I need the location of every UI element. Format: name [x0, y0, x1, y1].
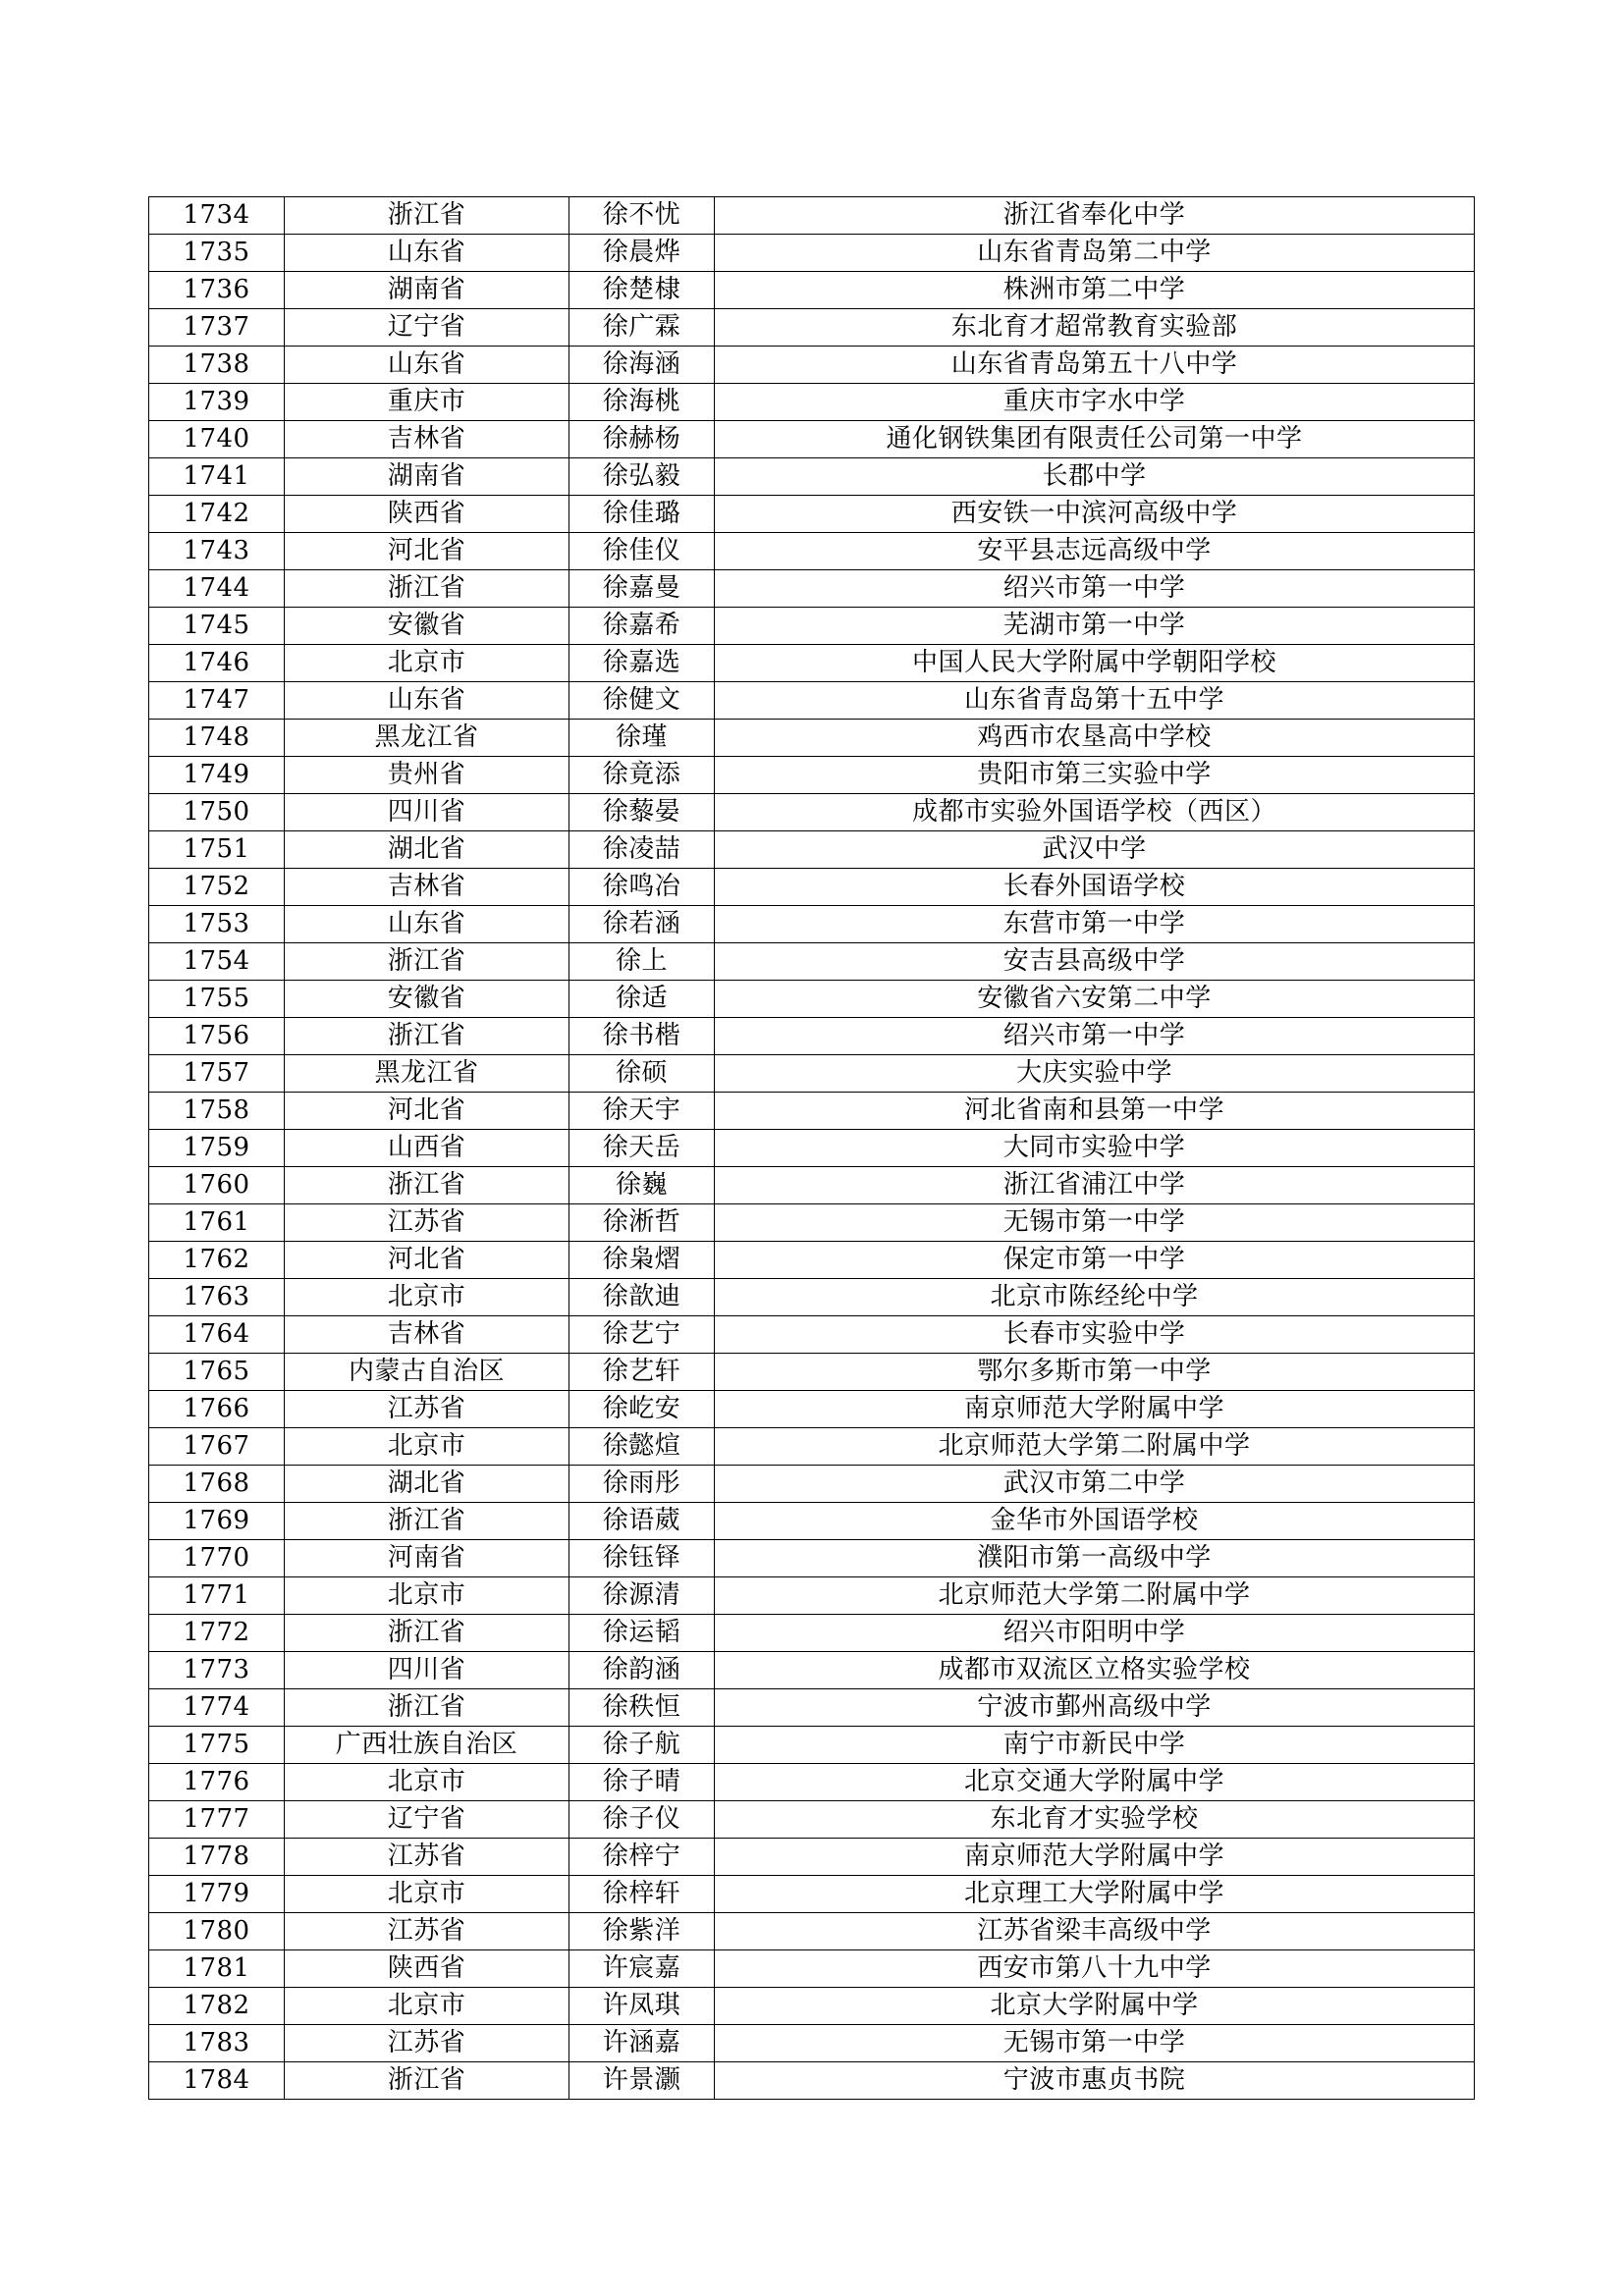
- province-cell: 内蒙古自治区: [285, 1354, 569, 1391]
- province-cell: 陕西省: [285, 496, 569, 533]
- student-name-cell: 徐海涵: [569, 347, 715, 384]
- school-cell: 东北育才实验学校: [715, 1801, 1475, 1839]
- row-number-cell: 1762: [149, 1242, 285, 1279]
- row-number-cell: 1739: [149, 384, 285, 421]
- table-row: [149, 1615, 1475, 1652]
- school-cell: 北京大学附属中学: [715, 1988, 1475, 2025]
- table-row: [149, 1950, 1475, 1988]
- row-number-cell: 1763: [149, 1279, 285, 1316]
- student-name-cell: 徐枭熠: [569, 1242, 715, 1279]
- school-cell: 贵阳市第三实验中学: [715, 757, 1475, 794]
- school-cell: 西安市第八十九中学: [715, 1950, 1475, 1988]
- student-name-cell: 徐秩恒: [569, 1689, 715, 1727]
- province-cell: 吉林省: [285, 1316, 569, 1354]
- school-cell: 无锡市第一中学: [715, 1204, 1475, 1242]
- student-name-cell: 徐适: [569, 981, 715, 1018]
- province-cell: 辽宁省: [285, 309, 569, 347]
- school-cell: 无锡市第一中学: [715, 2025, 1475, 2062]
- province-cell: 江苏省: [285, 2025, 569, 2062]
- student-name-cell: 许宸嘉: [569, 1950, 715, 1988]
- province-cell: 浙江省: [285, 1615, 569, 1652]
- student-name-cell: 徐鸣冶: [569, 869, 715, 906]
- school-cell: 安平县志远高级中学: [715, 533, 1475, 570]
- school-cell: 北京交通大学附属中学: [715, 1764, 1475, 1801]
- row-number-cell: 1780: [149, 1913, 285, 1950]
- row-number-cell: 1757: [149, 1055, 285, 1093]
- student-name-cell: 徐凌喆: [569, 831, 715, 869]
- school-cell: 南京师范大学附属中学: [715, 1391, 1475, 1428]
- row-number-cell: 1748: [149, 720, 285, 757]
- table-row: [149, 645, 1475, 682]
- school-cell: 北京市陈经纶中学: [715, 1279, 1475, 1316]
- row-number-cell: 1768: [149, 1466, 285, 1503]
- table-row: [149, 757, 1475, 794]
- school-cell: 南宁市新民中学: [715, 1727, 1475, 1764]
- table-row: [149, 981, 1475, 1018]
- province-cell: 湖北省: [285, 831, 569, 869]
- province-cell: 安徽省: [285, 981, 569, 1018]
- table-row: [149, 682, 1475, 720]
- province-cell: 河南省: [285, 1540, 569, 1577]
- table-row: [149, 1577, 1475, 1615]
- school-cell: 成都市实验外国语学校（西区）: [715, 794, 1475, 831]
- student-name-cell: 徐屹安: [569, 1391, 715, 1428]
- student-name-cell: 徐书楷: [569, 1018, 715, 1055]
- student-name-cell: 徐嘉曼: [569, 570, 715, 608]
- row-number-cell: 1740: [149, 421, 285, 458]
- row-number-cell: 1772: [149, 1615, 285, 1652]
- row-number-cell: 1764: [149, 1316, 285, 1354]
- province-cell: 北京市: [285, 1577, 569, 1615]
- province-cell: 河北省: [285, 1242, 569, 1279]
- province-cell: 吉林省: [285, 421, 569, 458]
- school-cell: 武汉市第二中学: [715, 1466, 1475, 1503]
- school-cell: 北京师范大学第二附属中学: [715, 1428, 1475, 1466]
- table-row: [149, 1466, 1475, 1503]
- province-cell: 重庆市: [285, 384, 569, 421]
- table-row: [149, 1055, 1475, 1093]
- row-number-cell: 1753: [149, 906, 285, 943]
- row-number-cell: 1784: [149, 2062, 285, 2100]
- student-name-cell: 徐广霖: [569, 309, 715, 347]
- table-row: [149, 1652, 1475, 1689]
- school-cell: 浙江省浦江中学: [715, 1167, 1475, 1204]
- school-cell: 长春外国语学校: [715, 869, 1475, 906]
- row-number-cell: 1736: [149, 272, 285, 309]
- school-cell: 金华市外国语学校: [715, 1503, 1475, 1540]
- province-cell: 四川省: [285, 794, 569, 831]
- row-number-cell: 1771: [149, 1577, 285, 1615]
- student-name-cell: 许凤琪: [569, 1988, 715, 2025]
- province-cell: 浙江省: [285, 2062, 569, 2100]
- student-name-cell: 徐梓宁: [569, 1839, 715, 1876]
- school-cell: 濮阳市第一高级中学: [715, 1540, 1475, 1577]
- school-cell: 武汉中学: [715, 831, 1475, 869]
- student-name-cell: 徐紫洋: [569, 1913, 715, 1950]
- student-name-cell: 徐海桃: [569, 384, 715, 421]
- school-cell: 芜湖市第一中学: [715, 608, 1475, 645]
- table-row: [149, 1391, 1475, 1428]
- school-cell: 江苏省梁丰高级中学: [715, 1913, 1475, 1950]
- table-row: [149, 1727, 1475, 1764]
- student-name-cell: 徐子晴: [569, 1764, 715, 1801]
- row-number-cell: 1735: [149, 235, 285, 272]
- school-cell: 安徽省六安第二中学: [715, 981, 1475, 1018]
- school-cell: 绍兴市第一中学: [715, 570, 1475, 608]
- table-row: [149, 1503, 1475, 1540]
- student-name-cell: 徐赫杨: [569, 421, 715, 458]
- table-row: [149, 1764, 1475, 1801]
- table-row: [149, 1913, 1475, 1950]
- student-name-cell: 徐佳璐: [569, 496, 715, 533]
- province-cell: 浙江省: [285, 943, 569, 981]
- student-name-cell: 徐韵涵: [569, 1652, 715, 1689]
- table-row: [149, 794, 1475, 831]
- province-cell: 黑龙江省: [285, 1055, 569, 1093]
- table-row: [149, 906, 1475, 943]
- student-name-cell: 徐嘉选: [569, 645, 715, 682]
- student-name-cell: 徐歆迪: [569, 1279, 715, 1316]
- row-number-cell: 1747: [149, 682, 285, 720]
- row-number-cell: 1761: [149, 1204, 285, 1242]
- row-number-cell: 1745: [149, 608, 285, 645]
- student-name-cell: 徐晨烨: [569, 235, 715, 272]
- province-cell: 江苏省: [285, 1839, 569, 1876]
- student-name-cell: 徐藜晏: [569, 794, 715, 831]
- province-cell: 北京市: [285, 645, 569, 682]
- province-cell: 山东省: [285, 235, 569, 272]
- student-name-cell: 徐梓轩: [569, 1876, 715, 1913]
- province-cell: 山东省: [285, 347, 569, 384]
- school-cell: 东营市第一中学: [715, 906, 1475, 943]
- row-number-cell: 1755: [149, 981, 285, 1018]
- row-number-cell: 1754: [149, 943, 285, 981]
- student-name-cell: 徐艺轩: [569, 1354, 715, 1391]
- row-number-cell: 1737: [149, 309, 285, 347]
- student-name-cell: 许涵嘉: [569, 2025, 715, 2062]
- school-cell: 成都市双流区立格实验学校: [715, 1652, 1475, 1689]
- row-number-cell: 1738: [149, 347, 285, 384]
- province-cell: 河北省: [285, 533, 569, 570]
- row-number-cell: 1770: [149, 1540, 285, 1577]
- school-cell: 大同市实验中学: [715, 1130, 1475, 1167]
- table-row: [149, 1354, 1475, 1391]
- student-name-cell: 徐若涵: [569, 906, 715, 943]
- school-cell: 长郡中学: [715, 458, 1475, 496]
- table-row: [149, 831, 1475, 869]
- row-number-cell: 1769: [149, 1503, 285, 1540]
- school-cell: 浙江省奉化中学: [715, 197, 1475, 235]
- table-row: [149, 309, 1475, 347]
- school-cell: 山东省青岛第十五中学: [715, 682, 1475, 720]
- school-cell: 绍兴市阳明中学: [715, 1615, 1475, 1652]
- school-cell: 山东省青岛第二中学: [715, 235, 1475, 272]
- province-cell: 湖南省: [285, 458, 569, 496]
- province-cell: 山东省: [285, 906, 569, 943]
- school-cell: 山东省青岛第五十八中学: [715, 347, 1475, 384]
- school-cell: 北京理工大学附属中学: [715, 1876, 1475, 1913]
- student-name-cell: 徐源清: [569, 1577, 715, 1615]
- school-cell: 长春市实验中学: [715, 1316, 1475, 1354]
- province-cell: 吉林省: [285, 869, 569, 906]
- province-cell: 北京市: [285, 1279, 569, 1316]
- table-row: [149, 235, 1475, 272]
- table-row: [149, 1428, 1475, 1466]
- row-number-cell: 1760: [149, 1167, 285, 1204]
- row-number-cell: 1742: [149, 496, 285, 533]
- row-number-cell: 1744: [149, 570, 285, 608]
- province-cell: 河北省: [285, 1093, 569, 1130]
- table-row: [149, 2025, 1475, 2062]
- province-cell: 辽宁省: [285, 1801, 569, 1839]
- row-number-cell: 1767: [149, 1428, 285, 1466]
- student-name-cell: 徐天岳: [569, 1130, 715, 1167]
- table-row: [149, 1167, 1475, 1204]
- table-row: [149, 533, 1475, 570]
- province-cell: 黑龙江省: [285, 720, 569, 757]
- student-name-cell: 许景灏: [569, 2062, 715, 2100]
- table-row: [149, 1876, 1475, 1913]
- table-row: [149, 869, 1475, 906]
- province-cell: 北京市: [285, 1764, 569, 1801]
- province-cell: 安徽省: [285, 608, 569, 645]
- student-name-cell: 徐子仪: [569, 1801, 715, 1839]
- row-number-cell: 1781: [149, 1950, 285, 1988]
- row-number-cell: 1765: [149, 1354, 285, 1391]
- table-row: [149, 1540, 1475, 1577]
- table-row: [149, 1689, 1475, 1727]
- table-row: [149, 197, 1475, 235]
- student-name-cell: 徐艺宁: [569, 1316, 715, 1354]
- school-cell: 西安铁一中滨河高级中学: [715, 496, 1475, 533]
- province-cell: 北京市: [285, 1428, 569, 1466]
- row-number-cell: 1752: [149, 869, 285, 906]
- student-name-cell: 徐淅哲: [569, 1204, 715, 1242]
- roster-table: [148, 196, 1475, 2100]
- student-name-cell: 徐不忧: [569, 197, 715, 235]
- province-cell: 北京市: [285, 1876, 569, 1913]
- school-cell: 保定市第一中学: [715, 1242, 1475, 1279]
- school-cell: 安吉县高级中学: [715, 943, 1475, 981]
- row-number-cell: 1741: [149, 458, 285, 496]
- row-number-cell: 1773: [149, 1652, 285, 1689]
- school-cell: 北京师范大学第二附属中学: [715, 1577, 1475, 1615]
- table-row: [149, 1093, 1475, 1130]
- table-row: [149, 1204, 1475, 1242]
- row-number-cell: 1776: [149, 1764, 285, 1801]
- student-name-cell: 徐钰铎: [569, 1540, 715, 1577]
- row-number-cell: 1749: [149, 757, 285, 794]
- student-name-cell: 徐子航: [569, 1727, 715, 1764]
- table-row: [149, 458, 1475, 496]
- province-cell: 山西省: [285, 1130, 569, 1167]
- student-name-cell: 徐雨彤: [569, 1466, 715, 1503]
- student-name-cell: 徐健文: [569, 682, 715, 720]
- table-row: [149, 421, 1475, 458]
- province-cell: 浙江省: [285, 197, 569, 235]
- table-row: [149, 2062, 1475, 2100]
- school-cell: 大庆实验中学: [715, 1055, 1475, 1093]
- student-name-cell: 徐佳仪: [569, 533, 715, 570]
- row-number-cell: 1756: [149, 1018, 285, 1055]
- table-row: [149, 1988, 1475, 2025]
- student-name-cell: 徐瑾: [569, 720, 715, 757]
- student-name-cell: 徐嘉希: [569, 608, 715, 645]
- province-cell: 浙江省: [285, 1167, 569, 1204]
- row-number-cell: 1783: [149, 2025, 285, 2062]
- row-number-cell: 1775: [149, 1727, 285, 1764]
- province-cell: 浙江省: [285, 1018, 569, 1055]
- school-cell: 鸡西市农垦高中学校: [715, 720, 1475, 757]
- province-cell: 贵州省: [285, 757, 569, 794]
- table-row: [149, 384, 1475, 421]
- table-row: [149, 1130, 1475, 1167]
- row-number-cell: 1778: [149, 1839, 285, 1876]
- school-cell: 重庆市字水中学: [715, 384, 1475, 421]
- student-name-cell: 徐巍: [569, 1167, 715, 1204]
- table-row: [149, 1316, 1475, 1354]
- school-cell: 宁波市惠贞书院: [715, 2062, 1475, 2100]
- row-number-cell: 1750: [149, 794, 285, 831]
- table-row: [149, 1839, 1475, 1876]
- province-cell: 浙江省: [285, 1689, 569, 1727]
- student-name-cell: 徐上: [569, 943, 715, 981]
- province-cell: 湖南省: [285, 272, 569, 309]
- row-number-cell: 1734: [149, 197, 285, 235]
- table-row: [149, 570, 1475, 608]
- province-cell: 四川省: [285, 1652, 569, 1689]
- row-number-cell: 1777: [149, 1801, 285, 1839]
- school-cell: 鄂尔多斯市第一中学: [715, 1354, 1475, 1391]
- student-name-cell: 徐语葳: [569, 1503, 715, 1540]
- province-cell: 广西壮族自治区: [285, 1727, 569, 1764]
- school-cell: 中国人民大学附属中学朝阳学校: [715, 645, 1475, 682]
- roster-table-body: [149, 197, 1475, 2100]
- school-cell: 宁波市鄞州高级中学: [715, 1689, 1475, 1727]
- table-row: [149, 1801, 1475, 1839]
- table-row: [149, 720, 1475, 757]
- table-row: [149, 1279, 1475, 1316]
- school-cell: 河北省南和县第一中学: [715, 1093, 1475, 1130]
- province-cell: 浙江省: [285, 570, 569, 608]
- row-number-cell: 1766: [149, 1391, 285, 1428]
- school-cell: 绍兴市第一中学: [715, 1018, 1475, 1055]
- row-number-cell: 1758: [149, 1093, 285, 1130]
- school-cell: 株洲市第二中学: [715, 272, 1475, 309]
- school-cell: 南京师范大学附属中学: [715, 1839, 1475, 1876]
- school-cell: 东北育才超常教育实验部: [715, 309, 1475, 347]
- row-number-cell: 1751: [149, 831, 285, 869]
- province-cell: 陕西省: [285, 1950, 569, 1988]
- province-cell: 江苏省: [285, 1204, 569, 1242]
- row-number-cell: 1759: [149, 1130, 285, 1167]
- province-cell: 北京市: [285, 1988, 569, 2025]
- table-row: [149, 1242, 1475, 1279]
- table-row: [149, 347, 1475, 384]
- student-name-cell: 徐楚棣: [569, 272, 715, 309]
- student-name-cell: 徐弘毅: [569, 458, 715, 496]
- row-number-cell: 1782: [149, 1988, 285, 2025]
- row-number-cell: 1746: [149, 645, 285, 682]
- row-number-cell: 1774: [149, 1689, 285, 1727]
- student-name-cell: 徐运韬: [569, 1615, 715, 1652]
- province-cell: 山东省: [285, 682, 569, 720]
- row-number-cell: 1743: [149, 533, 285, 570]
- province-cell: 湖北省: [285, 1466, 569, 1503]
- row-number-cell: 1779: [149, 1876, 285, 1913]
- student-name-cell: 徐懿煊: [569, 1428, 715, 1466]
- student-name-cell: 徐硕: [569, 1055, 715, 1093]
- province-cell: 浙江省: [285, 1503, 569, 1540]
- table-row: [149, 943, 1475, 981]
- table-row: [149, 608, 1475, 645]
- table-row: [149, 1018, 1475, 1055]
- table-row: [149, 272, 1475, 309]
- student-name-cell: 徐竟添: [569, 757, 715, 794]
- student-name-cell: 徐天宇: [569, 1093, 715, 1130]
- school-cell: 通化钢铁集团有限责任公司第一中学: [715, 421, 1475, 458]
- table-row: [149, 496, 1475, 533]
- province-cell: 江苏省: [285, 1913, 569, 1950]
- province-cell: 江苏省: [285, 1391, 569, 1428]
